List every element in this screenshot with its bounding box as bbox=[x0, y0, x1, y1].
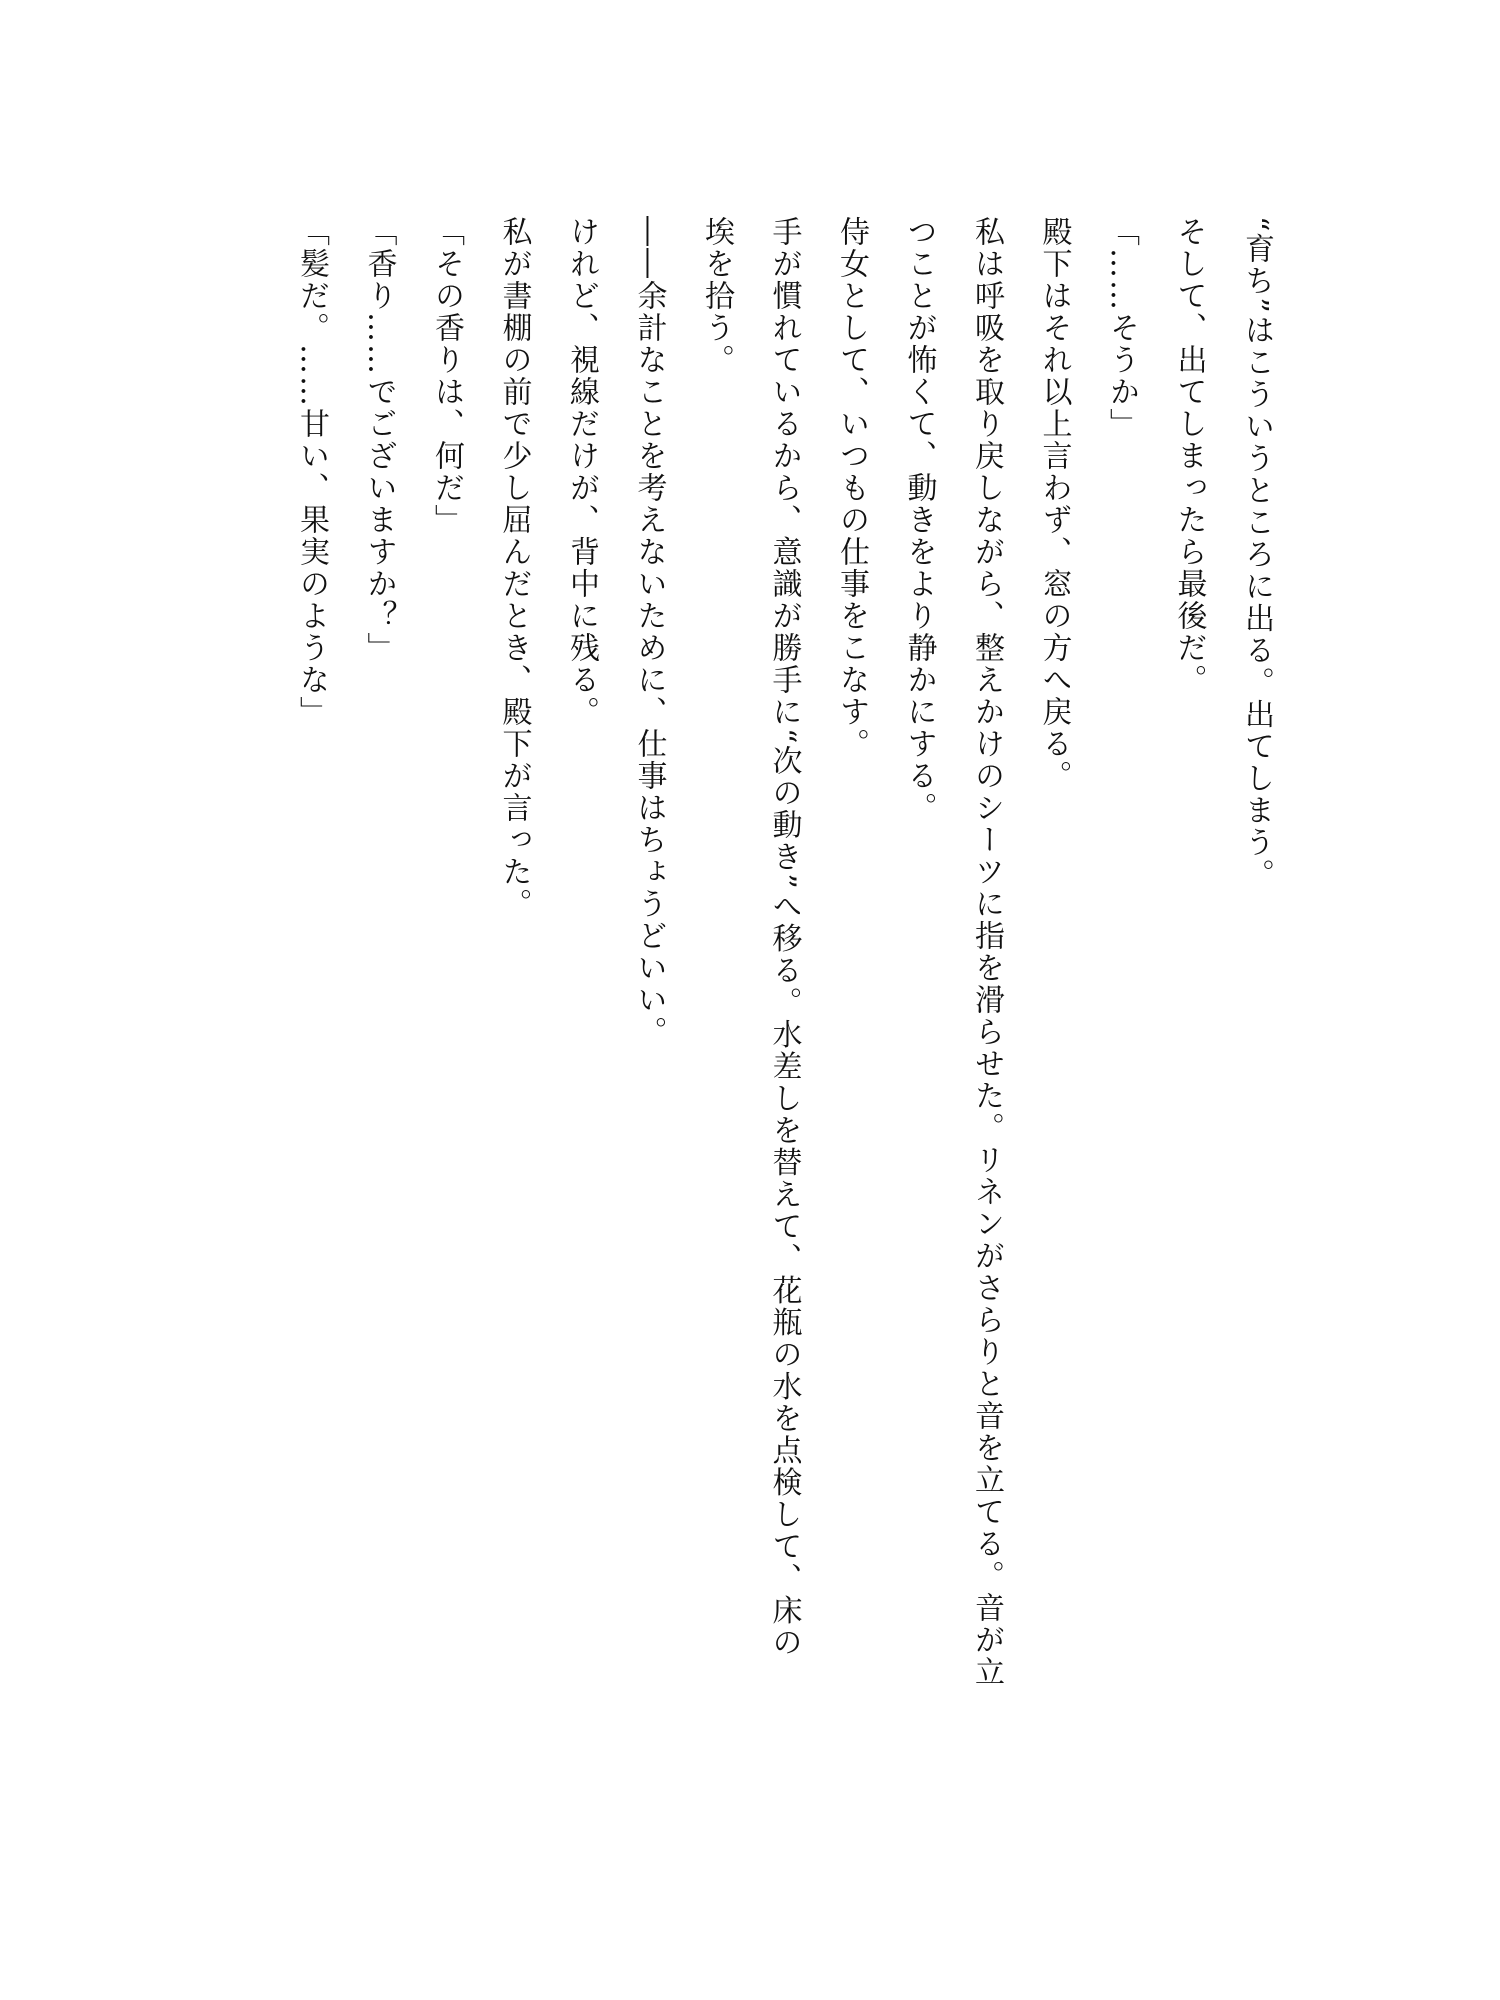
text-line: 埃を拾う。 bbox=[699, 216, 734, 376]
text-line: ――余計なことを考えないために、仕事はちょうどいい。 bbox=[631, 216, 667, 1048]
text-line: 私が書棚の前で少し屈んだとき、殿下が言った。 bbox=[496, 216, 532, 920]
body-text bbox=[278, 216, 1291, 1786]
text-line: 殿下はそれ以上言わず、窓の方へ戻る。 bbox=[1036, 216, 1072, 792]
dialogue-line: 「その香りは、何だ」 bbox=[429, 216, 464, 536]
text-line: そして、出てしまったら最後だ。 bbox=[1171, 216, 1207, 696]
dialogue-line: 「髪だ。……甘い、果実のような」 bbox=[294, 216, 329, 728]
dialogue-line: 「……そうか」 bbox=[1104, 216, 1139, 440]
text-line: 私は呼吸を取り戻しながら、整えかけのシーツに指を滑らせた。リネンがさらりと音を立てる。音が立 bbox=[969, 216, 1004, 1688]
text-line: つことが怖くて、動きをより静かにする。 bbox=[901, 216, 937, 824]
text-line: 手が慣れているから、意識が勝手に“次の動き”へ移る。水差しを替えて、花瓶の水を点検して、床の bbox=[766, 216, 802, 1659]
text-line: 侍女として、いつもの仕事をこなす。 bbox=[834, 216, 869, 760]
text-line: けれど、視線だけが、背中に残る。 bbox=[564, 216, 599, 728]
text-line: “育ち”はこういうところに出る。出てしまう。 bbox=[1239, 216, 1274, 891]
dialogue-line: 「香り……でございますか？」 bbox=[361, 216, 397, 664]
